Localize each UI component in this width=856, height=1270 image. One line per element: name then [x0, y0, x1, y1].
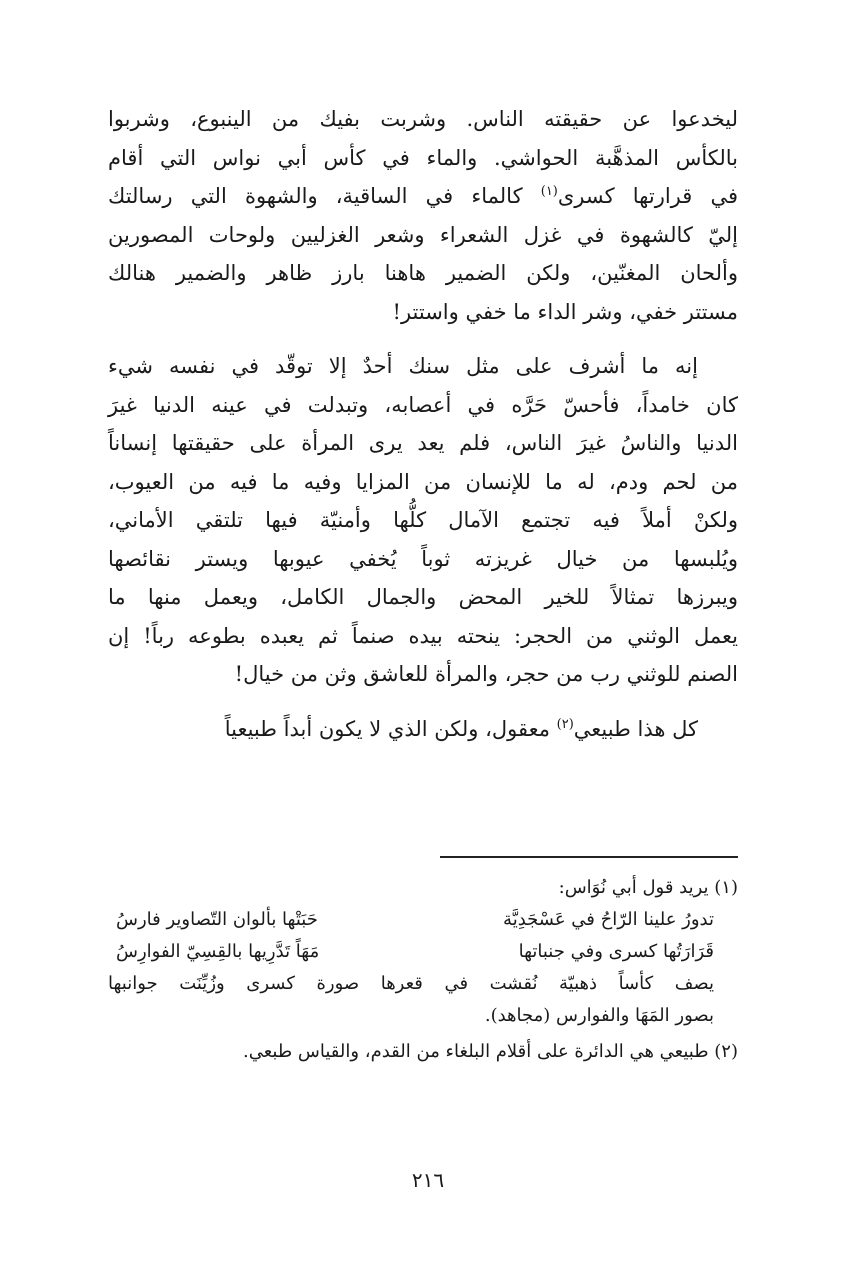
footnote-1-explanation: يصف كأساً ذهبيّة نُقشت في قعرها صورة كسرى وزُيِّنَت جوانبها	[108, 973, 714, 994]
main-text	[108, 100, 738, 764]
footnote-marker-2: (٢)	[556, 716, 574, 732]
verse-line-1	[108, 904, 738, 936]
text-line: من لحم ودم، له ما للإنسان من المزايا وفيه ما فيه من العيوب،	[108, 469, 738, 494]
footnote-separator	[440, 856, 738, 858]
verse-hemistich: مَهَاً تَدَّرِيها بالقِسِيّ الفوارِسُ	[116, 941, 320, 962]
text-line: وألحان المغنّين، ولكن الضمير هاهنا بارز ظاهر والضمير هنالك	[108, 261, 738, 285]
verse-hemistich: تدورُ علينا الرّاحُ في عَسْجَدِيَّة	[503, 909, 714, 930]
footnote-1-intro: (١) يريد قول أبي نُوَاس:	[558, 877, 738, 898]
paragraph-3	[108, 710, 738, 749]
footnote-1-explanation: بصور المَهَا والفوارس (مجاهد).	[484, 1005, 714, 1026]
verse-hemistich: حَبَتْها بألوان التّصاوير فارسُ	[116, 909, 318, 930]
paragraph-1	[108, 100, 738, 331]
text-line: كان خامداً، فأحسّ حَرَّه في أعصابه، وتبدلت في عينه الدنيا غيرَ	[108, 392, 738, 417]
text-line: يعمل الوثني من الحجر: ينحته بيده صنماً ثم يعبده بطوعه رباً! إن	[108, 623, 738, 648]
text-line: ليخدعوا عن حقيقته الناس. وشربت بفيك من الينبوع، وشربوا	[108, 107, 738, 131]
text-segment: معقول، ولكن الذي لا يكون أبداً طبيعياً	[224, 716, 550, 741]
text-segment: في قرارتها كسرى	[557, 184, 738, 208]
text-line: إليّ كالشهوة في غزل الشعراء وشعر الغزليين ولوحات المصورين	[108, 222, 738, 247]
footnotes	[108, 872, 738, 1068]
text-line: ويبرزها تمثالاً للخير المحض والجمال الكامل، ويعمل منها ما	[108, 585, 738, 609]
text-line: إنه ما أشرف على مثل سنك أحدٌ إلا توقّد في نفسه شيء	[108, 354, 698, 378]
text-line: الدنيا والناسُ غيرَ الناس، فلم يعد يرى المرأة على حقيقتها إنساناً	[108, 431, 738, 455]
text-line	[108, 177, 738, 216]
text-line: مستتر خفي، وشر الداء ما خفي واستتر!	[392, 299, 738, 324]
footnote-marker-1: (١)	[540, 184, 558, 199]
text-segment: كل هذا طبيعي	[573, 716, 698, 741]
verse-hemistich: قَرَارَتُها كسرى وفي جنباتها	[518, 941, 714, 962]
text-segment: كالماء في الساقية، والشهوة التي رسالتك	[108, 184, 523, 208]
paragraph-2	[108, 347, 738, 694]
text-line: ويُلبسها من خيال غريزته ثوباً يُخفي عيوبها ويستر نقائصها	[108, 546, 738, 571]
text-line	[108, 710, 738, 749]
footnote-2: (٢) طبيعي هي الدائرة على أقلام البلغاء من القدم، والقياس طبعي.	[243, 1041, 738, 1062]
text-line: الصنم للوثني رب من حجر، والمرأة للعاشق وثن من خيال!	[234, 662, 738, 686]
page-number: ٢١٦	[411, 1168, 445, 1192]
text-line: ولكنْ أملاً فيه تجتمع الآمال كلُّها وأمنيّة فيها تلتقي الأماني،	[108, 508, 738, 532]
verse-line-2	[108, 936, 738, 968]
text-line: بالكأس المذهَّبة الحواشي. والماء في كأس أبي نواس التي أقام	[108, 145, 738, 170]
